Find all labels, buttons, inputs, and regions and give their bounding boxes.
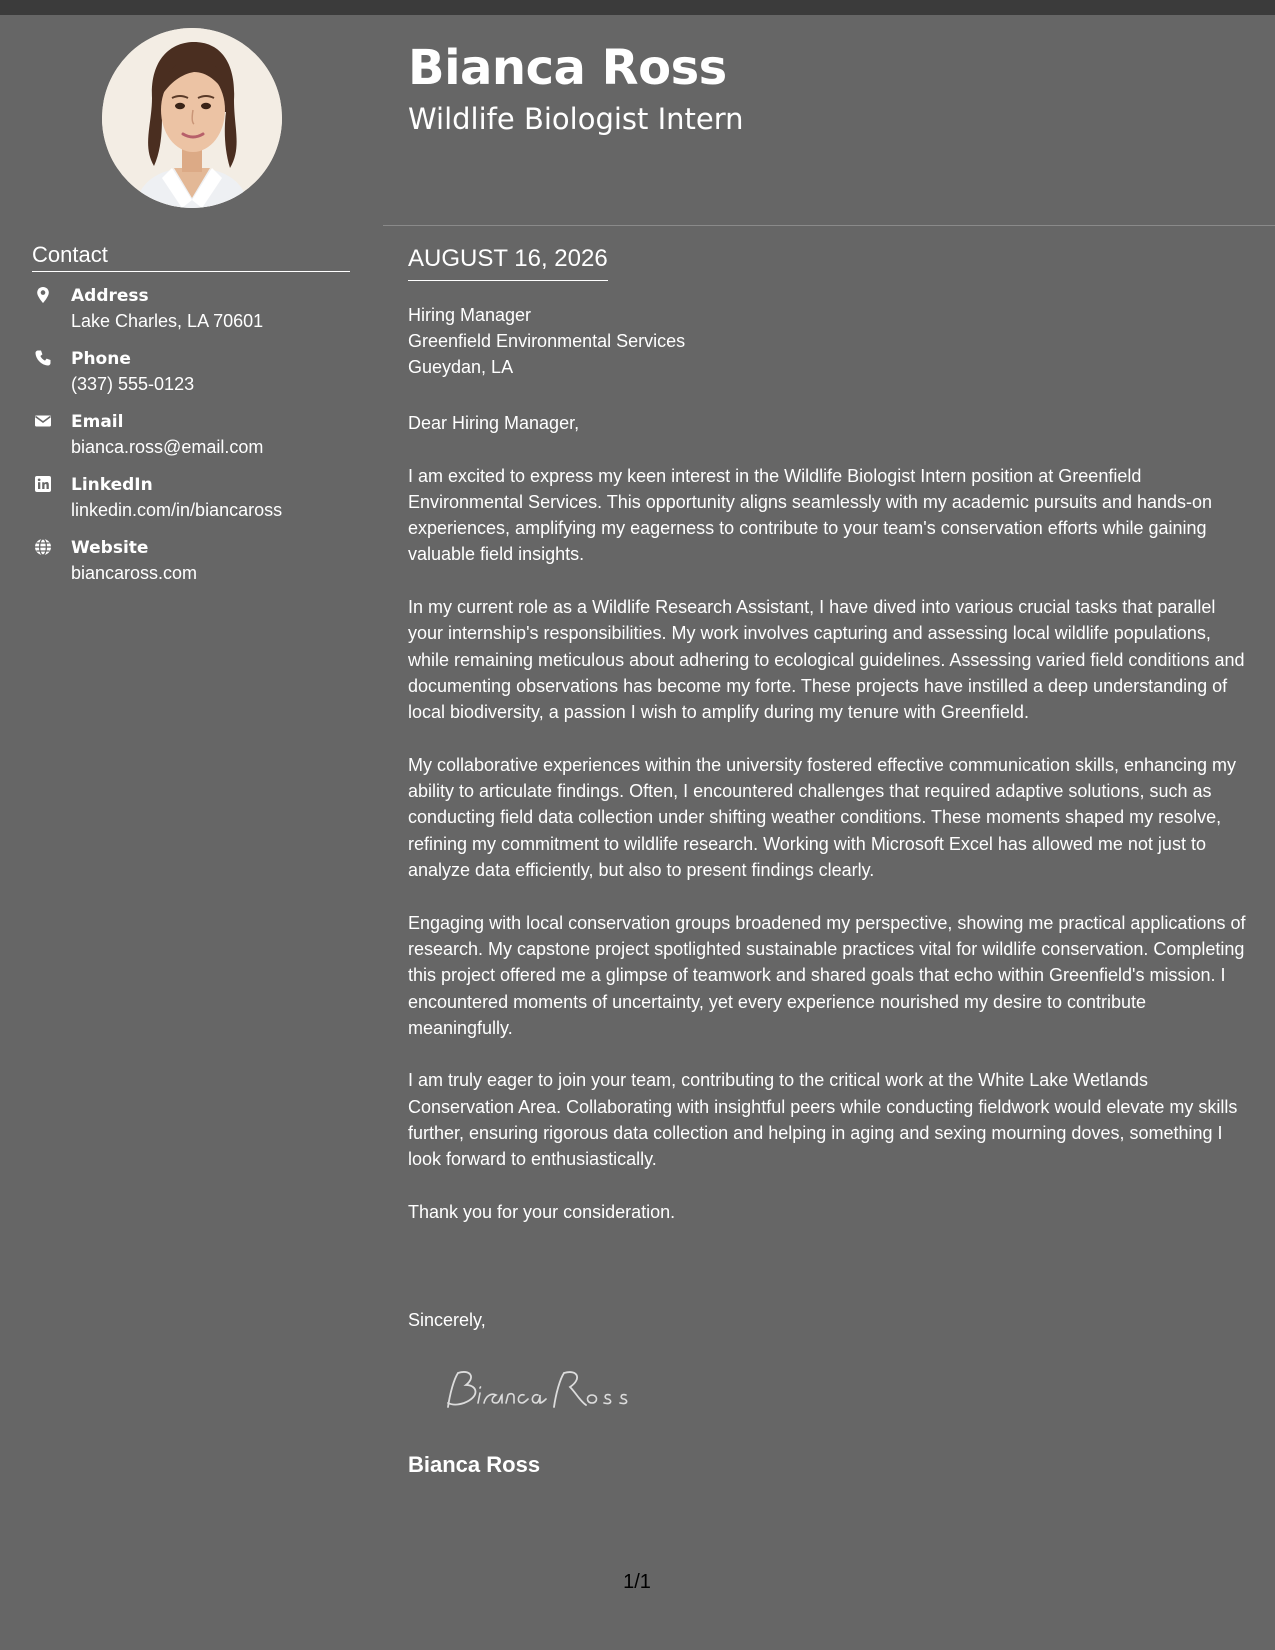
contact-item-website	[32, 536, 352, 599]
letter-date: AUGUST 16, 2026	[408, 244, 608, 281]
signer-name: Bianca Ross	[408, 1452, 541, 1477]
header-divider	[383, 225, 1275, 226]
page-indicator: 1/1	[623, 1571, 651, 1593]
salutation: Dear Hiring Manager,	[408, 413, 580, 433]
portrait-photo	[102, 28, 282, 208]
applicant-name: Bianca Ross	[408, 40, 727, 96]
applicant-role: Wildlife Biologist Intern	[408, 102, 744, 136]
contact-label: LinkedIn	[71, 475, 153, 495]
contact-list	[32, 284, 352, 599]
contact-label: Phone	[71, 349, 131, 369]
body-paragraph: I am truly eager to join your team, contributing to the critical work at the White Lake Wetlands Conservation Area. Collaborating with insightful peers while conducting fieldwork would elevate my skills further, ensuring rigorous data collection and helping in aging and sexing mourning doves, something I look forward to enthusiastically.	[408, 1070, 1238, 1170]
body-paragraph: I am excited to express my keen interest in the Wildlife Biologist Intern position at Greenfield Environmental Services. This opportunity aligns seamlessly with my academic pursuits and hands-on experiences, amplifying my eagerness to contribute to your team's conservation efforts while gaining valuable field insights.	[408, 465, 1213, 565]
body-paragraph: My collaborative experiences within the university fostered effective communication skills, enhancing my ability to articulate findings. Often, I encountered challenges that required adaptive solutions, such as conducting field data collection under shifting weather conditions. These moments shaped my resolve, refining my commitment to wildlife research. Working with Microsoft Excel has allowed me not just to analyze data efficiently, but also to present findings clearly.	[408, 754, 1237, 881]
website-value[interactable]: biancaross.com	[71, 563, 198, 583]
closing: Sincerely,	[408, 1310, 486, 1330]
contact-section-title: Contact	[32, 240, 350, 272]
recipient-location: Gueydan, LA	[408, 357, 514, 377]
contact-item-email	[32, 410, 352, 473]
map-pin-icon	[34, 286, 52, 304]
phone-value: (337) 555-0123	[71, 374, 195, 394]
globe-icon	[34, 538, 52, 556]
avatar	[102, 28, 282, 208]
body-paragraph: Engaging with local conservation groups broadened my perspective, showing me practical applications of research. My capstone project spotlighted sustainable practices vital for wildlife conservation. Completing this project offered me a glimpse of teamwork and shared goals that echo within Greenfield's mission. I encountered moments of uncertainty, yet every experience nourished my desire to contribute meaningfully.	[408, 912, 1246, 1038]
address-value: Lake Charles, LA 70601	[71, 311, 264, 331]
contact-item-address	[32, 284, 352, 347]
contact-item-phone	[32, 347, 352, 410]
recipient-title: Hiring Manager	[408, 305, 532, 325]
envelope-icon	[34, 412, 52, 430]
contact-item-linkedin	[32, 473, 352, 536]
contact-label: Email	[71, 412, 124, 432]
top-bar	[0, 0, 1275, 15]
phone-icon	[34, 349, 52, 367]
email-value[interactable]: bianca.ross@email.com	[71, 437, 264, 457]
linkedin-value[interactable]: linkedin.com/in/biancaross	[71, 500, 283, 520]
body-paragraph: In my current role as a Wildlife Research Assistant, I have dived into various crucial tasks that parallel your internship's responsibilities. My work involves capturing and assessing local wildlife populations, while remaining meticulous about adhering to ecological guidelines. Assessing varied field conditions and documenting observations has become my forte. These projects have instilled a deep understanding of local biodiversity, a passion I wish to amplify during my tenure with Greenfield.	[408, 597, 1245, 723]
letter-body	[408, 410, 1253, 1252]
linkedin-icon	[34, 475, 52, 493]
thank-you-line: Thank you for your consideration.	[408, 1201, 676, 1222]
recipient-company: Greenfield Environmental Services	[408, 331, 686, 351]
contact-label: Website	[71, 538, 149, 558]
recipient-block	[408, 302, 685, 380]
contact-label: Address	[71, 286, 149, 306]
handwritten-signature	[440, 1363, 640, 1419]
